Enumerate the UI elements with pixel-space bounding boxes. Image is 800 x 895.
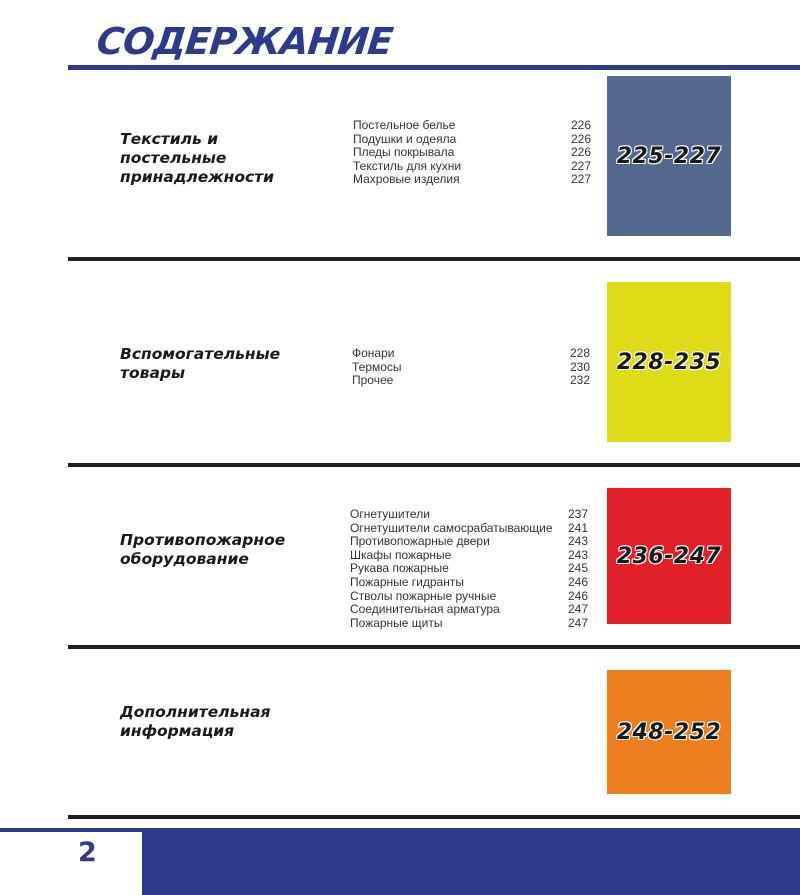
- toc-item-label: Стволы пожарные ручные: [350, 588, 497, 603]
- toc-item-label: Постельное белье: [353, 118, 456, 132]
- toc-item-page: 247: [567, 615, 588, 630]
- toc-item[interactable]: [350, 508, 588, 522]
- page-range-label: 236-247: [616, 543, 722, 569]
- toc-item[interactable]: [353, 160, 591, 174]
- toc-item-label: Термосы: [352, 359, 402, 374]
- section-title-line: товары: [120, 364, 186, 382]
- page-range-block-auxiliary[interactable]: [607, 282, 731, 442]
- toc-item[interactable]: [352, 347, 590, 361]
- toc-item-label: Пожарные щиты: [350, 615, 443, 630]
- toc-item-label: Огнетушители самосрабатывающие: [350, 520, 553, 535]
- section-title-line: информация: [120, 722, 235, 740]
- section-divider: [68, 645, 800, 649]
- section-divider: [68, 815, 800, 819]
- toc-item-page: 243: [567, 534, 588, 549]
- toc-list-textile: [353, 119, 591, 187]
- page-number: 2: [78, 837, 97, 868]
- toc-item-page: 232: [569, 373, 590, 388]
- toc-item[interactable]: [350, 603, 588, 617]
- toc-item-label: Подушки и одеяла: [353, 131, 457, 146]
- toc-item-page: 227: [570, 172, 591, 187]
- toc-item-label: Пожарные гидранты: [350, 574, 464, 589]
- toc-item-page: 245: [567, 561, 588, 576]
- toc-item-label: Махровые изделия: [353, 172, 460, 187]
- toc-item[interactable]: [353, 119, 591, 133]
- toc-item[interactable]: [352, 374, 590, 388]
- toc-item[interactable]: [352, 361, 590, 375]
- toc-list-fire: [350, 508, 588, 630]
- toc-item[interactable]: [353, 133, 591, 147]
- section-title-line: Дополнительная: [120, 703, 271, 721]
- toc-item-page: 247: [567, 602, 588, 617]
- section-divider: [68, 463, 800, 467]
- toc-item-label: Фонари: [352, 346, 395, 360]
- page-range-label: 248-252: [616, 719, 722, 745]
- toc-item-page: 243: [567, 547, 588, 562]
- toc-item[interactable]: [350, 617, 588, 631]
- section-title-line: постельные: [120, 149, 227, 167]
- section-title-info: [120, 703, 271, 741]
- toc-item-page: 241: [567, 520, 588, 535]
- toc-list-auxiliary: [352, 347, 590, 388]
- toc-item-page: 228: [569, 346, 590, 360]
- toc-item-label: Шкафы пожарные: [350, 547, 452, 562]
- toc-item-page: 230: [569, 359, 590, 374]
- toc-item-label: Соединительная арматура: [350, 602, 500, 617]
- toc-item-label: Огнетушители: [350, 507, 430, 521]
- section-title-line: принадлежности: [120, 168, 275, 186]
- toc-item[interactable]: [350, 562, 588, 576]
- toc-item-page: 227: [570, 158, 591, 173]
- toc-item-page: 246: [567, 588, 588, 603]
- section-title-line: оборудование: [120, 550, 249, 568]
- page-range-block-fire[interactable]: [607, 488, 731, 624]
- toc-item[interactable]: [350, 535, 588, 549]
- toc-item-page: 226: [570, 118, 591, 132]
- page-range-block-info[interactable]: [607, 670, 731, 794]
- page-range-label: 225-227: [616, 143, 722, 169]
- toc-item[interactable]: [350, 590, 588, 604]
- toc-item-label: Прочее: [352, 373, 394, 388]
- section-title-textile: [120, 130, 274, 187]
- toc-item[interactable]: [350, 522, 588, 536]
- page-range-block-textile[interactable]: [607, 76, 731, 236]
- toc-item[interactable]: [353, 173, 591, 187]
- footer-band: [142, 832, 800, 895]
- section-title-fire: [120, 531, 285, 569]
- toc-item-label: Противопожарные двери: [350, 534, 490, 549]
- toc-item-label: Пледы покрывала: [353, 145, 455, 160]
- section-divider: [68, 257, 800, 261]
- page-title: СОДЕРЖАНИЕ: [94, 20, 395, 63]
- toc-item-page: 226: [570, 131, 591, 146]
- section-title-line: Противопожарное: [120, 531, 286, 549]
- section-title-line: Текстиль и: [120, 130, 219, 148]
- toc-item[interactable]: [350, 549, 588, 563]
- toc-item[interactable]: [350, 576, 588, 590]
- toc-item-label: Текстиль для кухни: [353, 158, 462, 173]
- section-title-line: Вспомогательные: [120, 345, 281, 363]
- toc-item-page: 226: [570, 145, 591, 160]
- toc-item-page: 237: [567, 507, 588, 521]
- toc-item-page: 246: [567, 574, 588, 589]
- title-underline: [68, 65, 800, 70]
- toc-item-label: Рукава пожарные: [350, 561, 449, 576]
- toc-item[interactable]: [353, 146, 591, 160]
- page-range-label: 228-235: [616, 349, 722, 375]
- section-title-auxiliary: [120, 345, 280, 383]
